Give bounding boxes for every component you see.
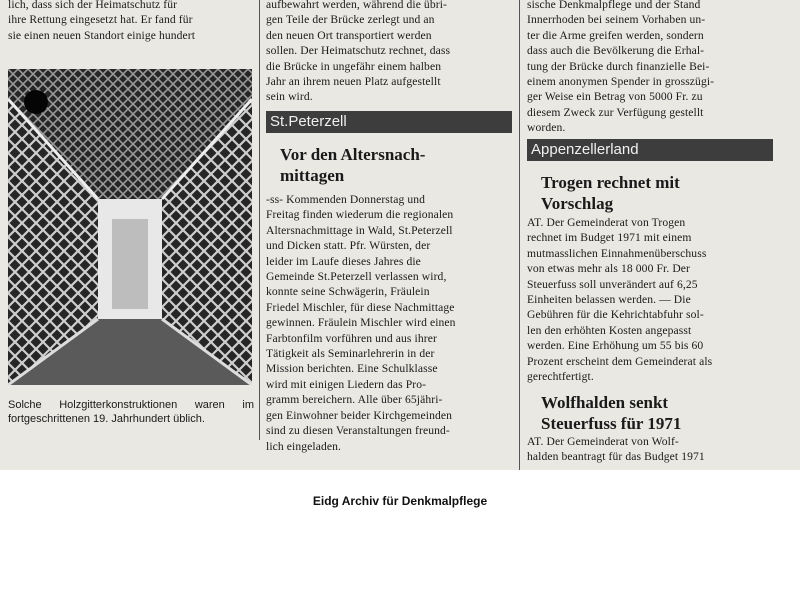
headline-line: Wolfhalden senkt [541, 393, 669, 412]
col2-fragment [266, 0, 513, 105]
article-headline [541, 172, 771, 214]
text-line: Tätigkeit als Seminarlehrerin in der [266, 347, 435, 361]
article-headline [280, 144, 510, 186]
headline-line: Steuerfuss für 1971 [541, 414, 682, 433]
article-body [527, 215, 775, 384]
text-line: Altersnachmittage in Wald, St.Peterzell [266, 223, 453, 237]
col1-fragment [8, 0, 252, 43]
text-line: ger Weise ein Betrag von 5000 Fr. zu [527, 90, 703, 104]
text-line: Freitag finden wiederum die regionalen [266, 208, 454, 222]
text-line: gen Teile der Brücke zerlegt und an [266, 13, 435, 27]
text-line: len den erhöhten Kosten angepasst [527, 323, 692, 337]
text-line: Prozent erscheint dem Gemeinderat als [527, 354, 713, 368]
section-bar-st-peterzell: St.Peterzell [266, 111, 512, 133]
text-line: Farbtonfilm vorführen und aus ihrer [266, 331, 437, 345]
text-line: gen Einwohner beider Kirchgemeinden [266, 408, 453, 422]
text-line: wird mit einigen Liedern das Pro- [266, 377, 427, 391]
bridge-photo [8, 69, 252, 385]
text-line: ihre Rettung eingesetzt hat. Er fand für [8, 13, 193, 27]
text-line: Gebühren für die Kehrichtabfuhr sol- [527, 308, 704, 322]
text-line: den neuen Ort transportiert werden [266, 28, 432, 42]
text-line: die Brücke in ungefähr einem halben [266, 59, 442, 73]
text-line: sollen. Der Heimatschutz rechnet, dass [266, 44, 451, 58]
text-line: Gemeinde St.Peterzell verlassen wird, [266, 270, 447, 284]
column-rule [259, 0, 260, 440]
text-line: dass auch die Bevölkerung die Erhal- [527, 44, 705, 58]
text-line: rechnet im Budget 1971 mit einem [527, 231, 692, 245]
text-line: -ss- Kommenden Donnerstag und [266, 193, 426, 206]
text-line: Jahr an ihrem neuen Platz aufgestellt [266, 75, 441, 89]
headline-line: Vor den Altersnach- [280, 145, 426, 164]
text-line: lich eingeladen. [266, 439, 341, 453]
col3-fragment [527, 0, 775, 136]
text-line: von etwas mehr als 18 000 Fr. Der [527, 262, 691, 276]
headline-line: mittagen [280, 166, 345, 185]
article-body [266, 192, 513, 454]
headline-line: Vorschlag [541, 194, 614, 213]
text-line: Einheiten belassen werden. — Die [527, 293, 691, 307]
text-line: sische Denkmalpflege und der Stand [527, 0, 701, 11]
text-line: Mission berichten. Eine Schulklasse [266, 362, 438, 376]
text-line: sind zu diesen Veranstaltungen freund- [266, 424, 450, 438]
headline-line: Trogen rechnet mit [541, 173, 680, 192]
section-bar-appenzellerland: Appenzellerland [527, 139, 773, 161]
text-line: Steuerfuss soll unverändert auf 6,25 [527, 277, 698, 291]
text-line: und Dicken statt. Pfr. Würsten, der [266, 239, 431, 253]
archive-source-label: Eidg Archiv für Denkmalpflege [312, 494, 488, 508]
text-line: sie einen neuen Standort einige hundert [8, 28, 196, 42]
column-rule [519, 0, 520, 470]
article-body [527, 434, 775, 465]
photo-caption: Solche Holzgitterkonstruktionen waren im fortgeschrittenen 19. Jahrhundert üblich. [8, 399, 254, 425]
text-line: leider im Laufe dieses Jahres die [266, 254, 421, 268]
text-line: Friedel Mischler, für diese Nachmittage [266, 300, 455, 314]
text-line: werden. Eine Erhöhung um 55 bis 60 [527, 339, 704, 353]
text-line: worden. [527, 121, 566, 135]
text-line: sein wird. [266, 90, 313, 104]
text-line: mutmasslichen Einnahmenüberschuss [527, 246, 707, 260]
text-line: lich, dass sich der Heimatschutz für [8, 0, 178, 11]
text-line: konnte seine Schwägerin, Fräulein [266, 285, 430, 299]
text-line: halden beantragt für das Budget 1971 [527, 450, 705, 464]
text-line: tung der Brücke durch finanzielle Bei- [527, 59, 710, 73]
text-line: Innerrhoden bei seinem Vorhaben un- [527, 13, 706, 27]
article-headline [541, 392, 773, 434]
text-line: diesem Zweck zur Verfügung gestellt [527, 105, 704, 119]
covered-bridge-image [8, 69, 252, 385]
text-line: einem anonymen Spender in grosszügi- [527, 75, 715, 89]
text-line: gramm bereichern. Alle über 65jähri- [266, 393, 443, 407]
text-line: aufbewahrt werden, während die übri- [266, 0, 447, 11]
text-line: AT. Der Gemeinderat von Trogen [527, 216, 686, 229]
text-line: AT. Der Gemeinderat von Wolf- [527, 435, 679, 448]
text-line: ter die Arme greifen werden, sondern [527, 28, 704, 42]
text-line: gewinnen. Fräulein Mischler wird einen [266, 316, 456, 330]
text-line: gerechtfertigt. [527, 370, 594, 384]
